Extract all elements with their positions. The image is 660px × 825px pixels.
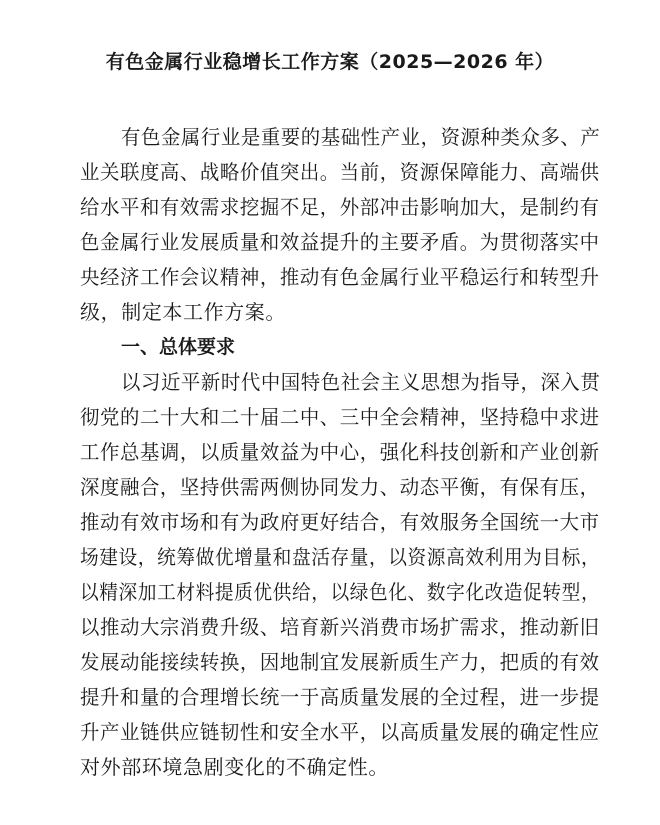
intro-line-2: 业关联度高、战略价值突出。当前，资源保障能力、高端供 (80, 160, 600, 184)
section-line-5: 推动有效市场和有为政府更好结合，有效服务全国统一大市 (80, 510, 600, 534)
intro-line-6: 级，制定本工作方案。 (80, 300, 286, 324)
section-line-7: 以精深加工材料提质优供给，以绿色化、数字化改造促转型， (80, 580, 601, 604)
section-line-6: 场建设，统筹做优增量和盘活存量，以资源高效利用为目标， (80, 545, 601, 569)
document-title: 有色金属行业稳增长工作方案（2025—2026 年） (105, 51, 555, 73)
section-line-4: 深度融合，坚持供需两侧协同发力、动态平衡，有保有压， (80, 475, 600, 499)
section-line-3: 工作总基调，以质量效益为中心，强化科技创新和产业创新 (80, 440, 600, 464)
section-line-2: 彻党的二十大和二十届二中、三中全会精神，坚持稳中求进 (80, 405, 600, 429)
section-line-9: 发展动能接续转换，因地制宜发展新质生产力，把质的有效 (80, 650, 600, 674)
section-line-1: 以习近平新时代中国特色社会主义思想为指导，深入贯 (121, 370, 601, 394)
intro-line-1: 有色金属行业是重要的基础性产业，资源种类众多、产 (121, 125, 601, 149)
intro-line-3: 给水平和有效需求挖掘不足，外部冲击影响加大，是制约有 (80, 195, 600, 219)
section-line-11: 升产业链供应链韧性和安全水平，以高质量发展的确定性应 (80, 720, 600, 744)
intro-line-5: 央经济工作会议精神，推动有色金属行业平稳运行和转型升 (80, 265, 600, 289)
section-line-8: 以推动大宗消费升级、培育新兴消费市场扩需求，推动新旧 (80, 615, 600, 639)
intro-line-4: 色金属行业发展质量和效益提升的主要矛盾。为贯彻落实中 (80, 230, 600, 254)
section-line-10: 提升和量的合理增长统一于高质量发展的全过程，进一步提 (80, 685, 600, 709)
section-heading: 一、总体要求 (121, 336, 236, 358)
section-line-12: 对外部环境急剧变化的不确定性。 (80, 755, 389, 779)
